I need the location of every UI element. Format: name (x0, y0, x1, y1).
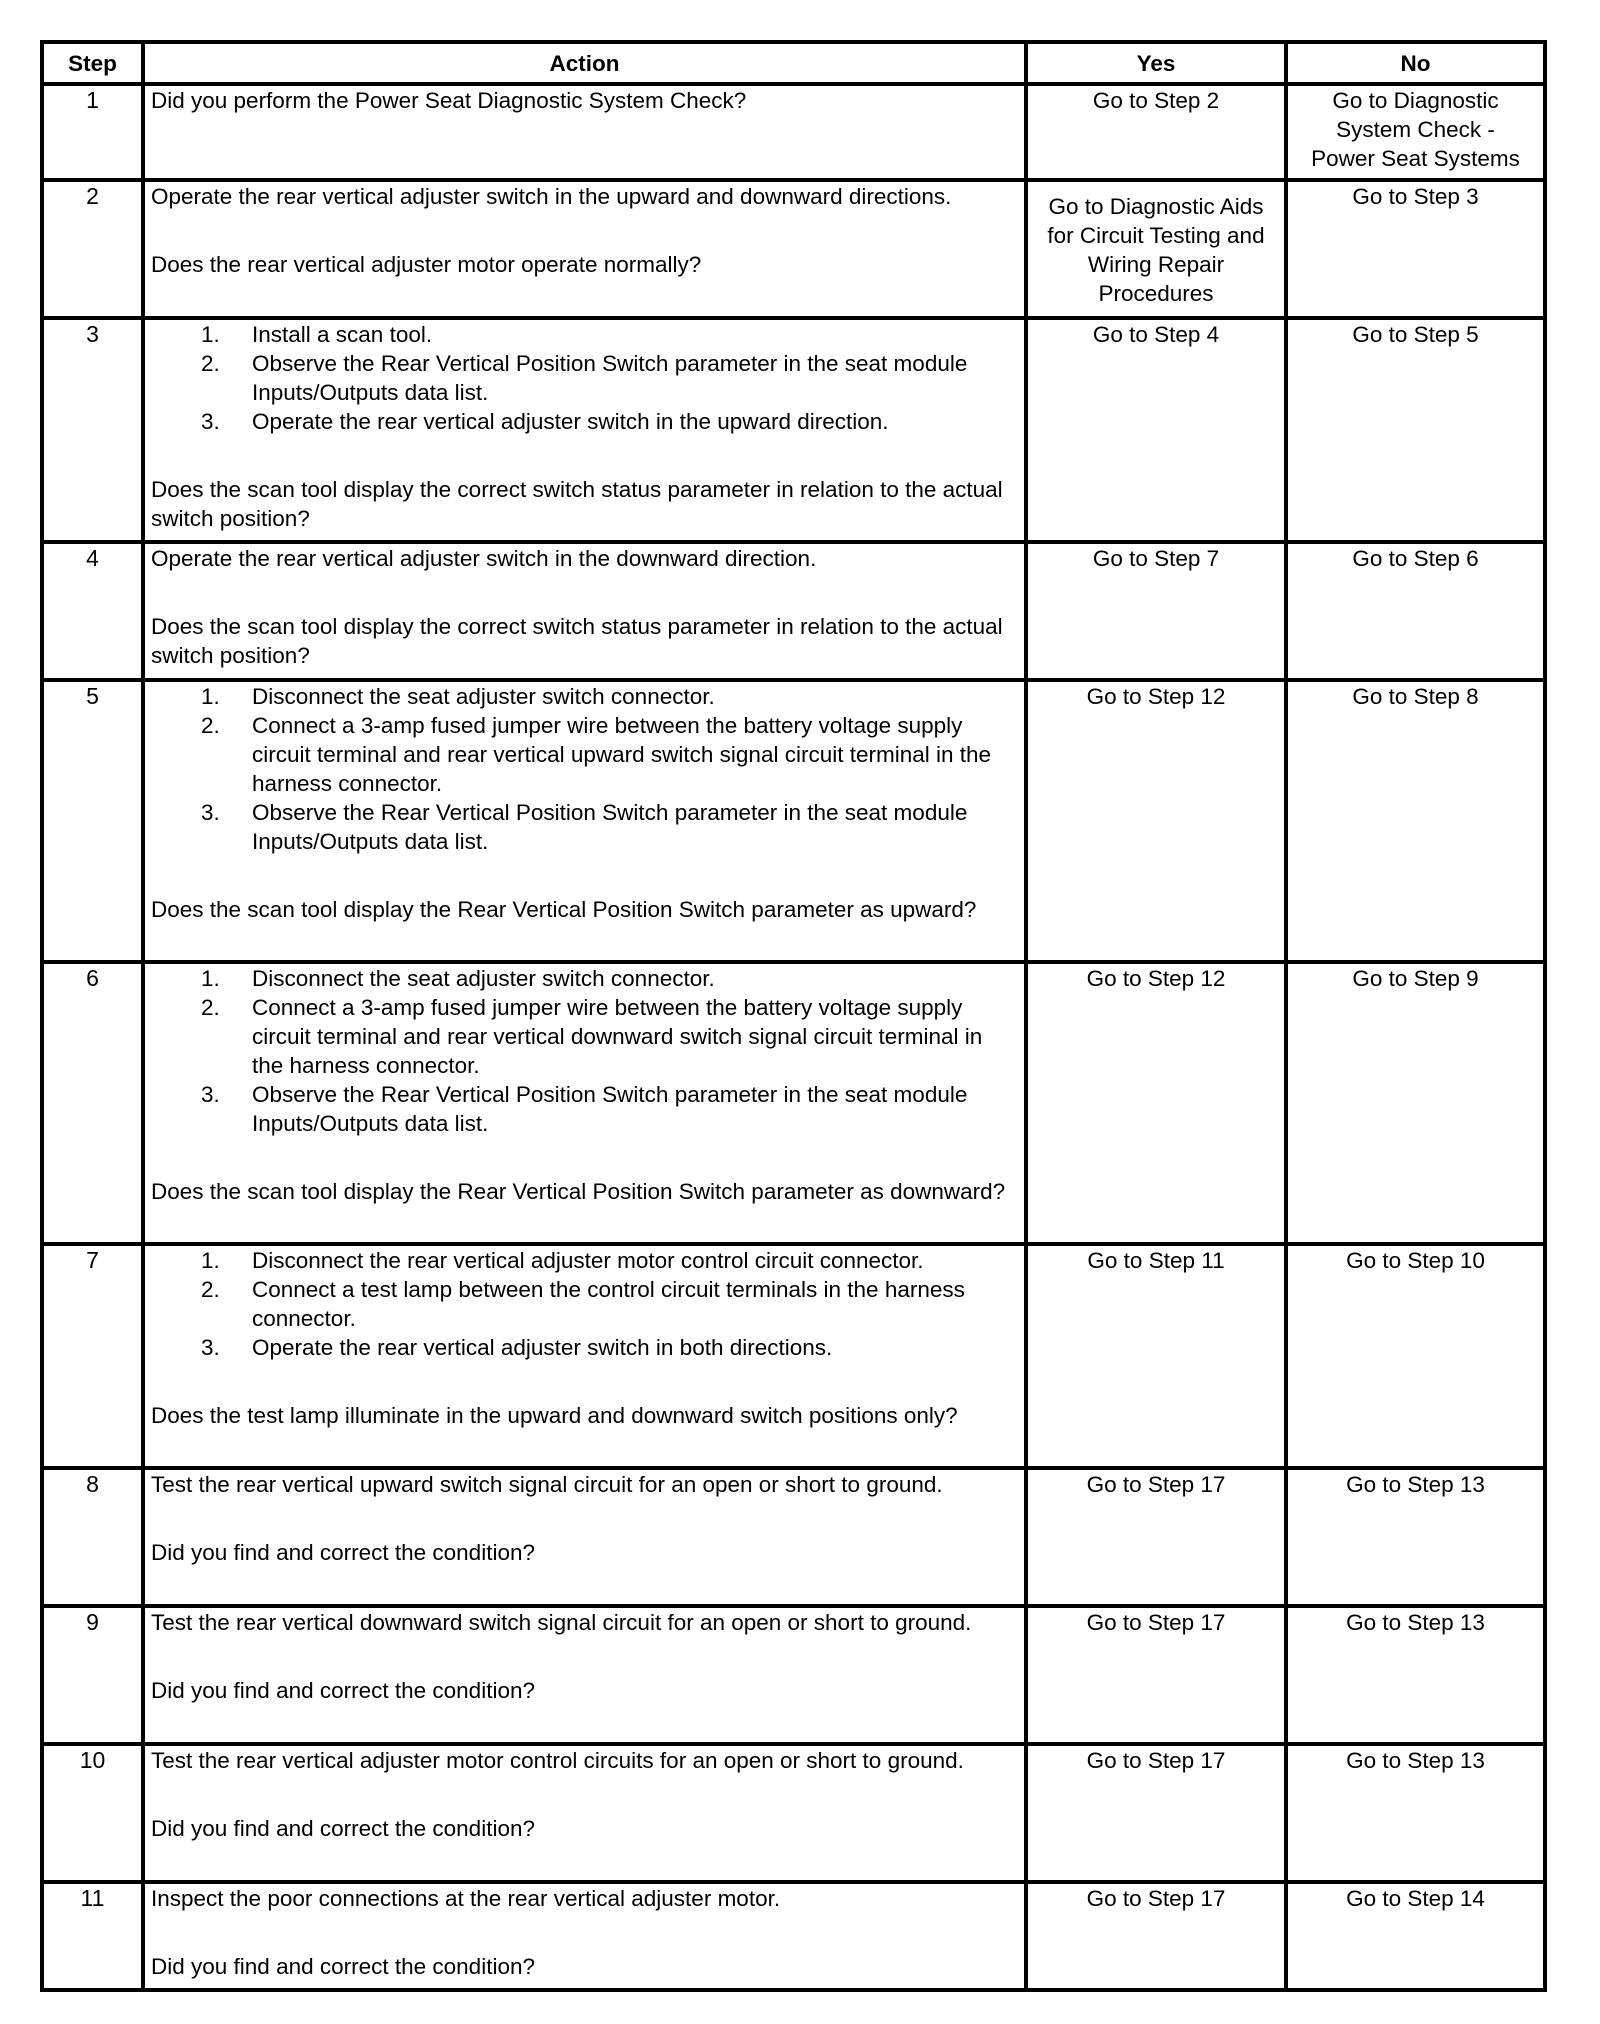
no-result-text: Go to Step 13 (1346, 1748, 1485, 1773)
yes-result (1026, 1882, 1286, 1990)
list-item-text: Operate the rear vertical adjuster switch in the upward direction. (252, 409, 889, 434)
yes-result (1026, 1606, 1286, 1744)
action-question: Does the scan tool display the Rear Vertical Position Switch parameter as upward? (151, 897, 977, 922)
step-number: 5 (42, 680, 143, 962)
action-question: Does the scan tool display the correct switch status parameter in relation to the actual switch position? (151, 614, 1003, 668)
table-row (42, 180, 1545, 318)
action-cell (143, 1744, 1026, 1882)
list-item (151, 993, 1018, 1080)
no-result (1286, 318, 1545, 542)
list-item-number: 1. (201, 1248, 220, 1273)
spacer (151, 1499, 1018, 1538)
list-item-text: Observe the Rear Vertical Position Switch parameter in the seat module Inputs/Outputs data list. (252, 800, 968, 854)
step-number: 4 (42, 542, 143, 680)
action-cell (143, 84, 1026, 180)
no-result (1286, 84, 1545, 180)
list-item (151, 1333, 1018, 1362)
list-item (151, 798, 1018, 856)
yes-result-text: Go to Step 2 (1092, 88, 1220, 113)
list-item (151, 1080, 1018, 1138)
action-steps-list (151, 964, 1018, 1138)
spacer (151, 1913, 1018, 1952)
table-row (42, 680, 1545, 962)
list-item (151, 682, 1018, 711)
action-intro: Test the rear vertical adjuster motor control circuits for an open or short to ground. (151, 1748, 964, 1773)
action-intro: Did you perform the Power Seat Diagnostic System Check? (151, 88, 747, 113)
list-item-text: Observe the Rear Vertical Position Switch parameter in the seat module Inputs/Outputs data list. (252, 1082, 968, 1136)
yes-result (1026, 84, 1286, 180)
action-cell (143, 962, 1026, 1244)
list-item (151, 1275, 1018, 1333)
spacer (151, 856, 1018, 895)
list-item-number: 2. (201, 713, 220, 738)
action-question: Did you find and correct the condition? (151, 1540, 535, 1565)
header-no: No (1286, 42, 1545, 84)
action-question: Did you find and correct the condition? (151, 1954, 535, 1979)
yes-result-line: Go to Diagnostic Aids (1048, 194, 1264, 219)
no-result (1286, 1744, 1545, 1882)
no-result-line: Power Seat Systems (1311, 146, 1520, 171)
spacer (151, 1362, 1018, 1401)
no-result-text: Go to Step 9 (1352, 966, 1479, 991)
action-question: Did you find and correct the condition? (151, 1678, 535, 1703)
yes-result (1026, 1744, 1286, 1882)
list-item (151, 964, 1018, 993)
list-item-number: 1. (201, 684, 220, 709)
list-item-number: 3. (201, 409, 220, 434)
step-number: 2 (42, 180, 143, 318)
action-question: Does the rear vertical adjuster motor operate normally? (151, 252, 702, 277)
list-item-text: Connect a 3-amp fused jumper wire between the battery voltage supply circuit terminal and rear vertical upward switch signal circuit terminal in the harness connector. (252, 713, 992, 796)
step-number: 8 (42, 1468, 143, 1606)
action-question: Does the scan tool display the Rear Vertical Position Switch parameter as downward? (151, 1179, 1006, 1204)
action-intro: Test the rear vertical upward switch signal circuit for an open or short to ground. (151, 1472, 943, 1497)
list-item-text: Disconnect the rear vertical adjuster motor control circuit connector. (252, 1248, 924, 1273)
action-intro: Operate the rear vertical adjuster switch in the downward direction. (151, 546, 817, 571)
no-result (1286, 180, 1545, 318)
yes-result-line: Wiring Repair (1087, 252, 1225, 277)
table-row (42, 1244, 1545, 1468)
yes-result (1026, 680, 1286, 962)
action-intro: Inspect the poor connections at the rear vertical adjuster motor. (151, 1886, 781, 1911)
action-cell (143, 1244, 1026, 1468)
no-result-text: Go to Step 3 (1352, 184, 1479, 209)
list-item-text: Operate the rear vertical adjuster switch in both directions. (252, 1335, 833, 1360)
yes-result-text: Go to Step 17 (1086, 1472, 1226, 1497)
no-result (1286, 1244, 1545, 1468)
diagnostic-table (40, 40, 1547, 1992)
no-result (1286, 1882, 1545, 1990)
yes-result-text: Go to Step 12 (1086, 966, 1226, 991)
no-result-line: System Check - (1336, 117, 1495, 142)
list-item-number: 1. (201, 966, 220, 991)
list-item-text: Install a scan tool. (252, 322, 433, 347)
no-result (1286, 1468, 1545, 1606)
spacer (151, 1637, 1018, 1676)
action-question: Does the scan tool display the correct switch status parameter in relation to the actual switch position? (151, 477, 1003, 531)
list-item-text: Observe the Rear Vertical Position Switch parameter in the seat module Inputs/Outputs data list. (252, 351, 968, 405)
list-item-number: 2. (201, 995, 220, 1020)
action-intro: Operate the rear vertical adjuster switch in the upward and downward directions. (151, 184, 952, 209)
no-result-text: Go to Step 13 (1346, 1472, 1485, 1497)
yes-result-line: for Circuit Testing and (1047, 223, 1265, 248)
header-step: Step (42, 42, 143, 84)
action-cell (143, 542, 1026, 680)
action-question: Did you find and correct the condition? (151, 1816, 535, 1841)
spacer (151, 211, 1018, 250)
yes-result (1026, 962, 1286, 1244)
list-item-number: 3. (201, 1335, 220, 1360)
list-item (151, 349, 1018, 407)
list-item-number: 1. (201, 322, 220, 347)
spacer (151, 1138, 1018, 1177)
no-result-text: Go to Step 13 (1346, 1610, 1485, 1635)
table-row (42, 542, 1545, 680)
list-item (151, 711, 1018, 798)
table-row (42, 1744, 1545, 1882)
no-result-text: Go to Step 5 (1352, 322, 1479, 347)
yes-result-text: Go to Step 7 (1092, 546, 1220, 571)
action-cell (143, 1468, 1026, 1606)
no-result-text: Go to Step 14 (1346, 1886, 1485, 1911)
list-item-text: Connect a 3-amp fused jumper wire between the battery voltage supply circuit terminal and rear vertical downward switch signal circuit terminal in the harness connector. (252, 995, 983, 1078)
action-cell (143, 1882, 1026, 1990)
list-item-number: 2. (201, 1277, 220, 1302)
yes-result (1026, 1468, 1286, 1606)
action-steps-list (151, 320, 1018, 436)
yes-result-text: Go to Step 17 (1086, 1748, 1226, 1773)
no-result (1286, 542, 1545, 680)
no-result-text: Go to Step 10 (1346, 1248, 1485, 1273)
action-intro: Test the rear vertical downward switch signal circuit for an open or short to ground. (151, 1610, 972, 1635)
yes-result-text: Go to Step 12 (1086, 684, 1226, 709)
action-cell (143, 180, 1026, 318)
action-steps-list (151, 1246, 1018, 1362)
no-result-line: Go to Diagnostic (1332, 88, 1499, 113)
step-number: 7 (42, 1244, 143, 1468)
list-item (151, 1246, 1018, 1275)
action-cell (143, 318, 1026, 542)
no-result (1286, 680, 1545, 962)
yes-result (1026, 318, 1286, 542)
table-row (42, 1882, 1545, 1990)
yes-result-text: Go to Step 4 (1092, 322, 1220, 347)
step-number: 6 (42, 962, 143, 1244)
no-result-text: Go to Step 8 (1352, 684, 1479, 709)
header-action: Action (143, 42, 1026, 84)
step-number: 9 (42, 1606, 143, 1744)
action-question: Does the test lamp illuminate in the upward and downward switch positions only? (151, 1403, 958, 1428)
yes-result (1026, 180, 1286, 318)
yes-result-line: Procedures (1098, 281, 1214, 306)
list-item-text: Connect a test lamp between the control circuit terminals in the harness connector. (252, 1277, 965, 1331)
yes-result-text: Go to Step 11 (1087, 1248, 1225, 1273)
yes-result (1026, 1244, 1286, 1468)
list-item-text: Disconnect the seat adjuster switch connector. (252, 966, 715, 991)
table-row (42, 84, 1545, 180)
no-result (1286, 962, 1545, 1244)
step-number: 11 (42, 1882, 143, 1990)
header-yes: Yes (1026, 42, 1286, 84)
table-row (42, 318, 1545, 542)
action-cell (143, 1606, 1026, 1744)
yes-result-text: Go to Step 17 (1086, 1886, 1226, 1911)
spacer (151, 573, 1018, 612)
spacer (151, 436, 1018, 475)
list-item-number: 3. (201, 1082, 220, 1107)
yes-result-text: Go to Step 17 (1086, 1610, 1226, 1635)
step-number: 1 (42, 84, 143, 180)
no-result-text: Go to Step 6 (1352, 546, 1479, 571)
spacer (151, 1775, 1018, 1814)
table-row (42, 962, 1545, 1244)
list-item (151, 320, 1018, 349)
step-number: 10 (42, 1744, 143, 1882)
table-row (42, 1468, 1545, 1606)
header-row (42, 42, 1545, 84)
yes-result (1026, 542, 1286, 680)
list-item-text: Disconnect the seat adjuster switch connector. (252, 684, 715, 709)
table-row (42, 1606, 1545, 1744)
no-result (1286, 1606, 1545, 1744)
list-item-number: 2. (201, 351, 220, 376)
action-cell (143, 680, 1026, 962)
step-number: 3 (42, 318, 143, 542)
list-item-number: 3. (201, 800, 220, 825)
action-steps-list (151, 682, 1018, 856)
list-item (151, 407, 1018, 436)
